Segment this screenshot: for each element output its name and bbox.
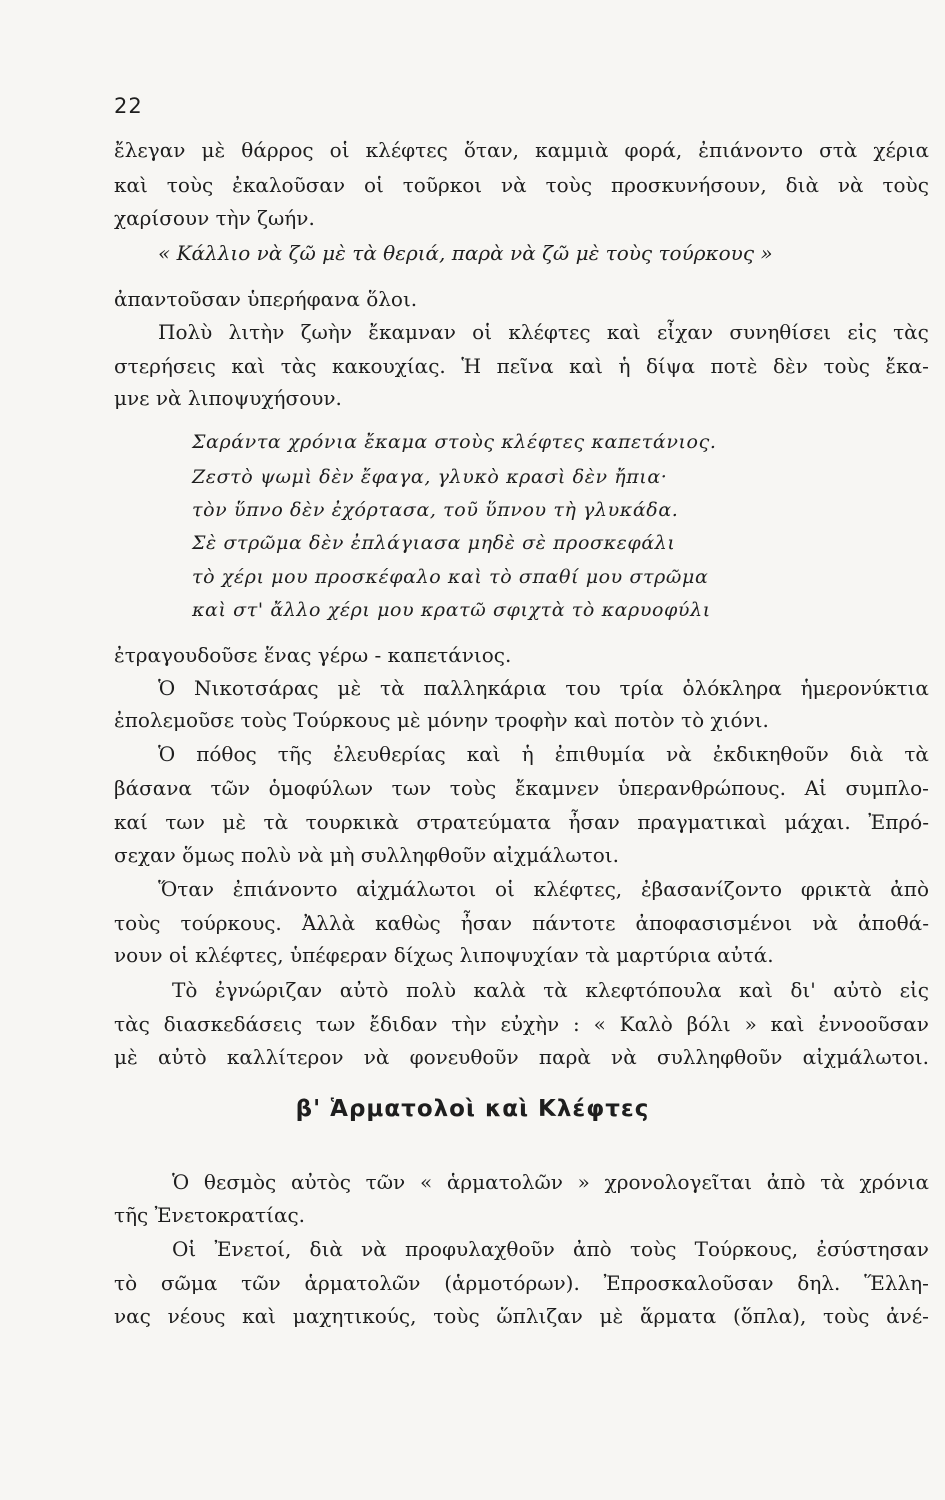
text-line: βάσανα τῶν ὁμοφύλων των τοὺς ἔκαμνεν ὑπερανθρώπους. Αἱ συμπλο- [114,776,929,800]
text-line: σεχαν ὅμως πολὺ νὰ μὴ συλληφθοῦν αἰχμάλωτοι. [114,843,619,867]
text-line: ἐπολεμοῦσε τοὺς Τούρκους μὲ μόνην τροφὴν καὶ ποτὸν τὸ χιόνι. [114,708,769,732]
verse-line: τὸν ὕπνο δὲν ἐχόρτασα, τοῦ ὕπνου τὴ γλυκάδα. [192,499,679,521]
text-line: Τὸ ἐγνώριζαν αὐτὸ πολὺ καλὰ τὰ κλεφτόπουλα καὶ δι' αὐτὸ εἰς [172,978,929,1002]
verse-line: τὸ χέρι μου προσκέφαλο καὶ τὸ σπαθί μου στρῶμα [192,566,709,588]
text-line: Ὁ Νικοτσάρας μὲ τὰ παλληκάρια του τρία ὁλόκληρα ἡμερονύκτια [158,676,929,700]
section-heading: β' Ἁρματολοὶ καὶ Κλέφτες [295,1096,650,1122]
verse-line: Σὲ στρῶμα δὲν ἐπλάγιασα μηδὲ σὲ προσκεφάλι [192,532,676,554]
text-line: Οἱ Ἐνετοί, διὰ νὰ προφυλαχθοῦν ἀπὸ τοὺς Τούρκους, ἐσύστησαν [172,1237,929,1261]
text-line: τὸ σῶμα τῶν ἁρματολῶν (ἁρμοτόρων). Ἐπροσκαλοῦσαν δηλ. Ἕλλη- [114,1271,929,1295]
text-line: Πολὺ λιτὴν ζωὴν ἔκαμναν οἱ κλέφτες καὶ εἶχαν συνηθίσει εἰς τὰς [158,320,929,344]
verse-line: Σαράντα χρόνια ἔκαμα στοὺς κλέφτες καπετάνιος. [192,431,717,453]
text-line: ἀπαντοῦσαν ὑπερήφανα ὅλοι. [114,287,418,311]
text-line: Ὁ θεσμὸς αὐτὸς τῶν « ἁρματολῶν » χρονολογεῖται ἀπὸ τὰ χρόνια [172,1170,929,1194]
verse-line: καὶ στ' ἄλλο χέρι μου κρατῶ σφιχτὰ τὸ καρυοφύλι [192,599,711,621]
text-line: ἔλεγαν μὲ θάρρος οἱ κλέφτες ὅταν, καμμιὰ φορά, ἐπιάνοντο στὰ χέρια [114,138,929,162]
text-line: τὰς διασκεδάσεις των ἔδιδαν τὴν εὐχὴν : « Καλὸ βόλι » καὶ ἐννοοῦσαν [114,1012,929,1036]
text-line: Ὅταν ἐπιάνοντο αἰχμάλωτοι οἱ κλέφτες, ἐβασανίζοντο φρικτὰ ἀπὸ [158,877,929,901]
text-line: τοὺς τούρκους. Ἀλλὰ καθὼς ἦσαν πάντοτε ἀποφασισμένοι νὰ ἀποθά- [114,911,929,935]
text-line: καὶ τοὺς ἐκαλοῦσαν οἱ τοῦρκοι νὰ τοὺς προσκυνήσουν, διὰ νὰ τοὺς [114,173,929,197]
page-number: 22 [114,94,143,118]
verse-line: Ζεστὸ ψωμὶ δὲν ἔφαγα, γλυκὸ κρασὶ δὲν ἤπια· [192,466,668,488]
text-line: τῆς Ἐνετοκρατίας. [114,1203,306,1227]
text-line: χαρίσουν τὴν ζωήν. [114,206,315,230]
text-line: ἐτραγουδοῦσε ἕνας γέρω - καπετάνιος. [114,643,512,667]
text-line: καί των μὲ τὰ τουρκικὰ στρατεύματα ἦσαν πραγματικαὶ μάχαι. Ἐπρό- [114,810,929,834]
text-line: νας νέους καὶ μαχητικούς, τοὺς ὥπλιζαν μὲ ἅρματα (ὅπλα), τοὺς ἀνέ- [114,1304,929,1328]
text-line: νουν οἱ κλέφτες, ὑπέφεραν δίχως λιποψυχίαν τὰ μαρτύρια αὐτά. [114,943,774,967]
quote-line: « Κάλλιο νὰ ζῶ μὲ τὰ θεριά, παρὰ νὰ ζῶ μὲ τοὺς τούρκους » [158,241,773,265]
text-line: Ὁ πόθος τῆς ἐλευθερίας καὶ ἡ ἐπιθυμία νὰ ἐκδικηθοῦν διὰ τὰ [158,742,929,766]
text-line: μὲ αὐτὸ καλλίτερον νὰ φονευθοῦν παρὰ νὰ συλληφθοῦν αἰχμάλωτοι. [114,1045,929,1069]
text-line: μνε νὰ λιποψυχήσουν. [114,386,342,410]
text-line: στερήσεις καὶ τὰς κακουχίας. Ἡ πεῖνα καὶ ἡ δίψα ποτὲ δὲν τοὺς ἔκα- [114,354,929,378]
